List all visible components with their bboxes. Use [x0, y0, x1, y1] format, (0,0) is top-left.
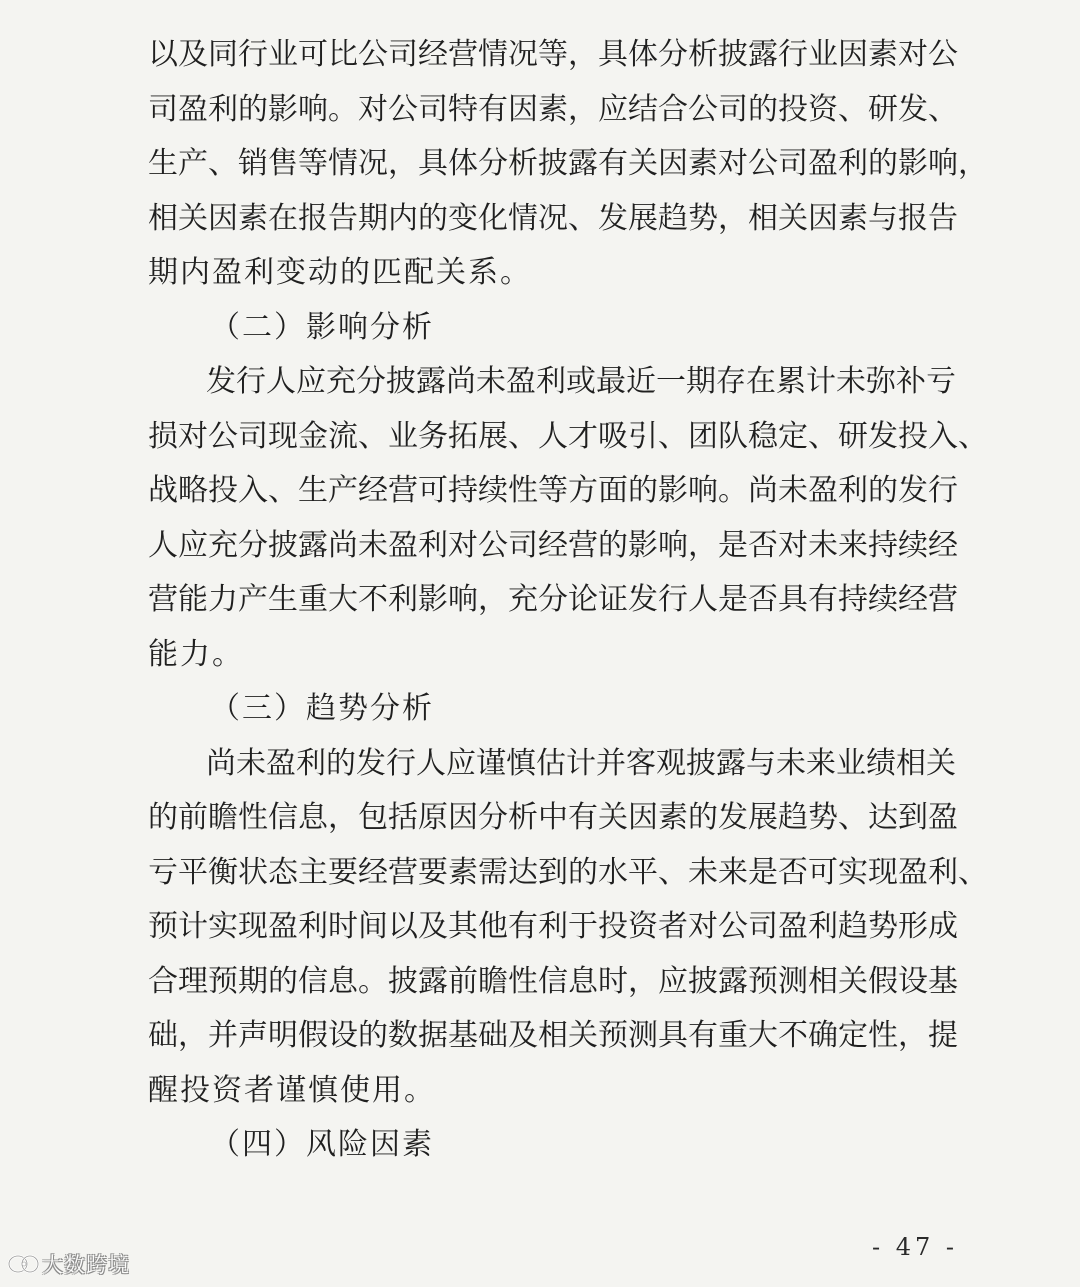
- paragraph-line: 营能力产生重大不利影响，充分论证发行人是否具有持续经营: [148, 582, 958, 617]
- paragraph-line: 合理预期的信息。披露前瞻性信息时，应披露预测相关假设基: [148, 963, 958, 999]
- paragraph-line: 人应充分披露尚未盈利对公司经营的影响，是否对未来持续经: [148, 527, 958, 563]
- paragraph-line: 期内盈利变动的匹配关系。: [148, 255, 532, 290]
- section-heading: （二）影响分析: [210, 309, 434, 345]
- watermark-logo-icon: [6, 1249, 40, 1279]
- paragraph-line: 亏平衡状态主要经营要素需达到的水平、未来是否可实现盈利、: [148, 854, 988, 890]
- paragraph-line: 预计实现盈利时间以及其他有利于投资者对公司盈利趋势形成: [148, 909, 958, 944]
- watermark-text: 大数跨境: [42, 1253, 130, 1277]
- paragraph-line: 以及同行业可比公司经营情况等，具体分析披露行业因素对公: [148, 37, 958, 72]
- paragraph-line: 尚未盈利的发行人应谨慎估计并客观披露与未来业绩相关: [206, 745, 956, 781]
- paragraph-line: 司盈利的影响。对公司特有因素，应结合公司的投资、研发、: [148, 91, 958, 127]
- watermark: [6, 1247, 130, 1281]
- paragraph-line: 能力。: [148, 636, 244, 672]
- page-number: - 47 -: [872, 1233, 959, 1261]
- section-heading: （四）风险因素: [210, 1127, 434, 1162]
- paragraph-line: 发行人应充分披露尚未盈利或最近一期存在累计未弥补亏: [206, 364, 956, 399]
- paragraph-line: 醒投资者谨慎使用。: [148, 1072, 436, 1108]
- paragraph-line: 战略投入、生产经营可持续性等方面的影响。尚未盈利的发行: [148, 473, 958, 508]
- paragraph-line: 础，并声明假设的数据基础及相关预测具有重大不确定性，提: [148, 1018, 958, 1053]
- paragraph-line: 相关因素在报告期内的变化情况、发展趋势，相关因素与报告: [148, 200, 958, 236]
- section-heading: （三）趋势分析: [210, 691, 434, 726]
- paragraph-line: 生产、销售等情况，具体分析披露有关因素对公司盈利的影响，: [148, 146, 988, 181]
- document-body: [148, 28, 988, 1173]
- paragraph-line: 的前瞻性信息，包括原因分析中有关因素的发展趋势、达到盈: [148, 800, 958, 835]
- paragraph-line: 损对公司现金流、业务拓展、人才吸引、团队稳定、研发投入、: [148, 418, 988, 454]
